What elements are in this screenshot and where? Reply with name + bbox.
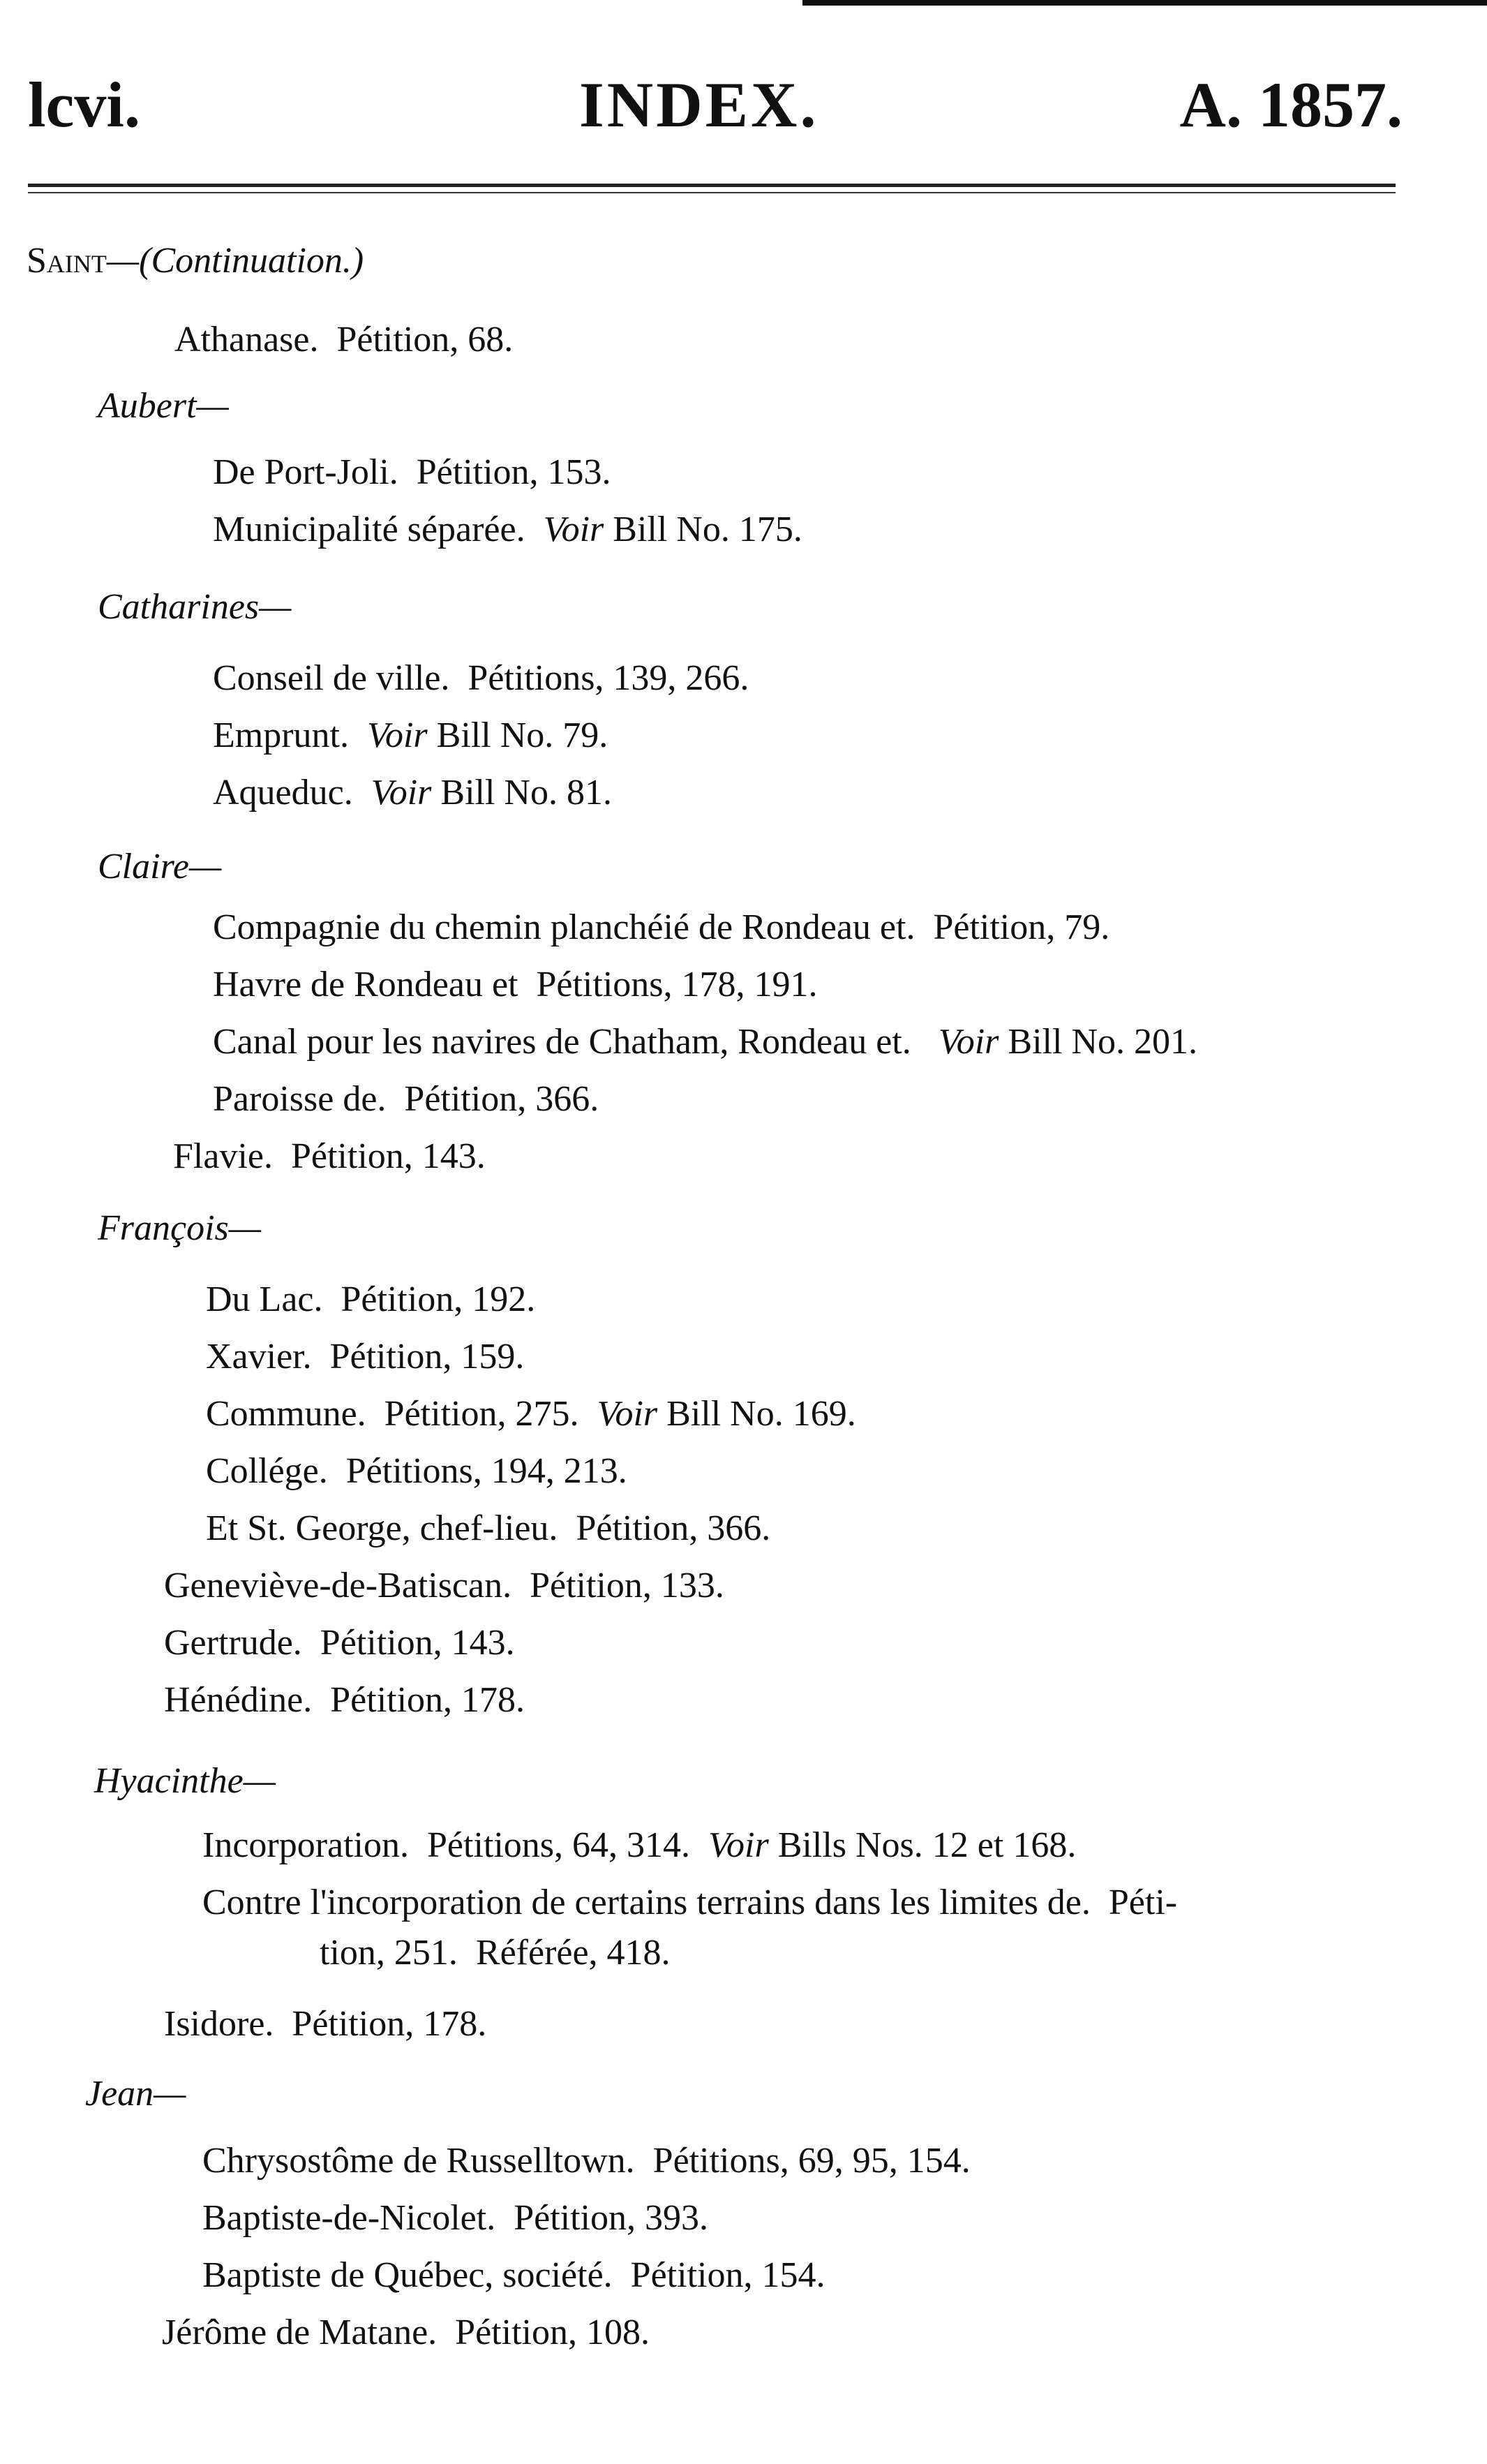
entry-francois-stgeorge: Et St. George, chef-lieu. Pétition, 366.	[206, 1508, 771, 1548]
entry-francois-commune: Commune. Pétition, 275. Voir Bill No. 169.	[206, 1394, 856, 1434]
entry-aubert-portjoli: De Port-Joli. Pétition, 153.	[213, 452, 611, 492]
subheading-catharines: Catharines—	[98, 587, 292, 627]
page-title: INDEX.	[579, 69, 819, 140]
page-year: A. 1857.	[1179, 69, 1403, 140]
entry-cath-aqueduc: Aqueduc. Voir Bill No. 81.	[213, 773, 612, 812]
subheading-hyacinthe: Hyacinthe—	[94, 1761, 276, 1801]
entry-genevieve: Geneviève-de-Batiscan. Pétition, 133.	[164, 1566, 724, 1605]
entry-claire-compagnie: Compagnie du chemin planchéié de Rondeau et. Pétition, 79.	[213, 907, 1110, 947]
entry-hyacinthe-incorporation: Incorporation. Pétitions, 64, 314. Voir Bills Nos. 12 et 168.	[202, 1825, 1077, 1865]
entry-gertrude: Gertrude. Pétition, 143.	[164, 1623, 515, 1663]
entry-athanase: Athanase. Pétition, 68.	[174, 320, 514, 359]
entry-henedine: Hénédine. Pétition, 178.	[164, 1680, 525, 1720]
subheading-jean: Jean—	[85, 2074, 186, 2114]
top-border-rule	[802, 0, 1487, 6]
entry-francois-xavier: Xavier. Pétition, 159.	[206, 1337, 525, 1376]
header-rule-thick	[28, 184, 1396, 187]
entry-claire-paroisse: Paroisse de. Pétition, 366.	[213, 1079, 599, 1119]
saint-heading: Saint—(Continuation.)	[27, 241, 364, 281]
entry-flavie: Flavie. Pétition, 143.	[173, 1136, 486, 1176]
entry-jean-quebec: Baptiste de Québec, société. Pétition, 154.	[202, 2255, 825, 2295]
entry-claire-havre: Havre de Rondeau et Pétitions, 178, 191.	[213, 965, 818, 1004]
entry-cath-conseil: Conseil de ville. Pétitions, 139, 266.	[213, 658, 749, 698]
entry-hyacinthe-contre: Contre l'incorporation de certains terrains dans les limites de. Péti-	[202, 1883, 1178, 1922]
entry-jean-chrysostome: Chrysostôme de Russelltown. Pétitions, 69, 95, 154.	[202, 2141, 971, 2181]
entry-cath-emprunt: Emprunt. Voir Bill No. 79.	[213, 715, 608, 755]
page-header	[21, 66, 1403, 143]
entry-isidore: Isidore. Pétition, 178.	[164, 2004, 487, 2044]
entry-francois-college: Collége. Pétitions, 194, 213.	[206, 1451, 627, 1491]
entry-claire-canal: Canal pour les navires de Chatham, Rondeau et. Voir Bill No. 201.	[213, 1022, 1197, 1062]
entry-jerome: Jérôme de Matane. Pétition, 108.	[162, 2313, 650, 2352]
subheading-aubert: Aubert—	[98, 386, 229, 426]
entry-hyacinthe-contre-cont: tion, 251. Référée, 418.	[320, 1933, 671, 1973]
header-rule-thin	[28, 192, 1396, 193]
subheading-francois: François—	[98, 1208, 261, 1248]
subheading-claire: Claire—	[98, 847, 222, 886]
entry-aubert-municipalite: Municipalité séparée. Voir Bill No. 175.	[213, 510, 802, 549]
entry-francois-dulac: Du Lac. Pétition, 192.	[206, 1279, 536, 1319]
entry-jean-nicolet: Baptiste-de-Nicolet. Pétition, 393.	[202, 2198, 708, 2238]
page-number: lcvi.	[28, 69, 140, 140]
